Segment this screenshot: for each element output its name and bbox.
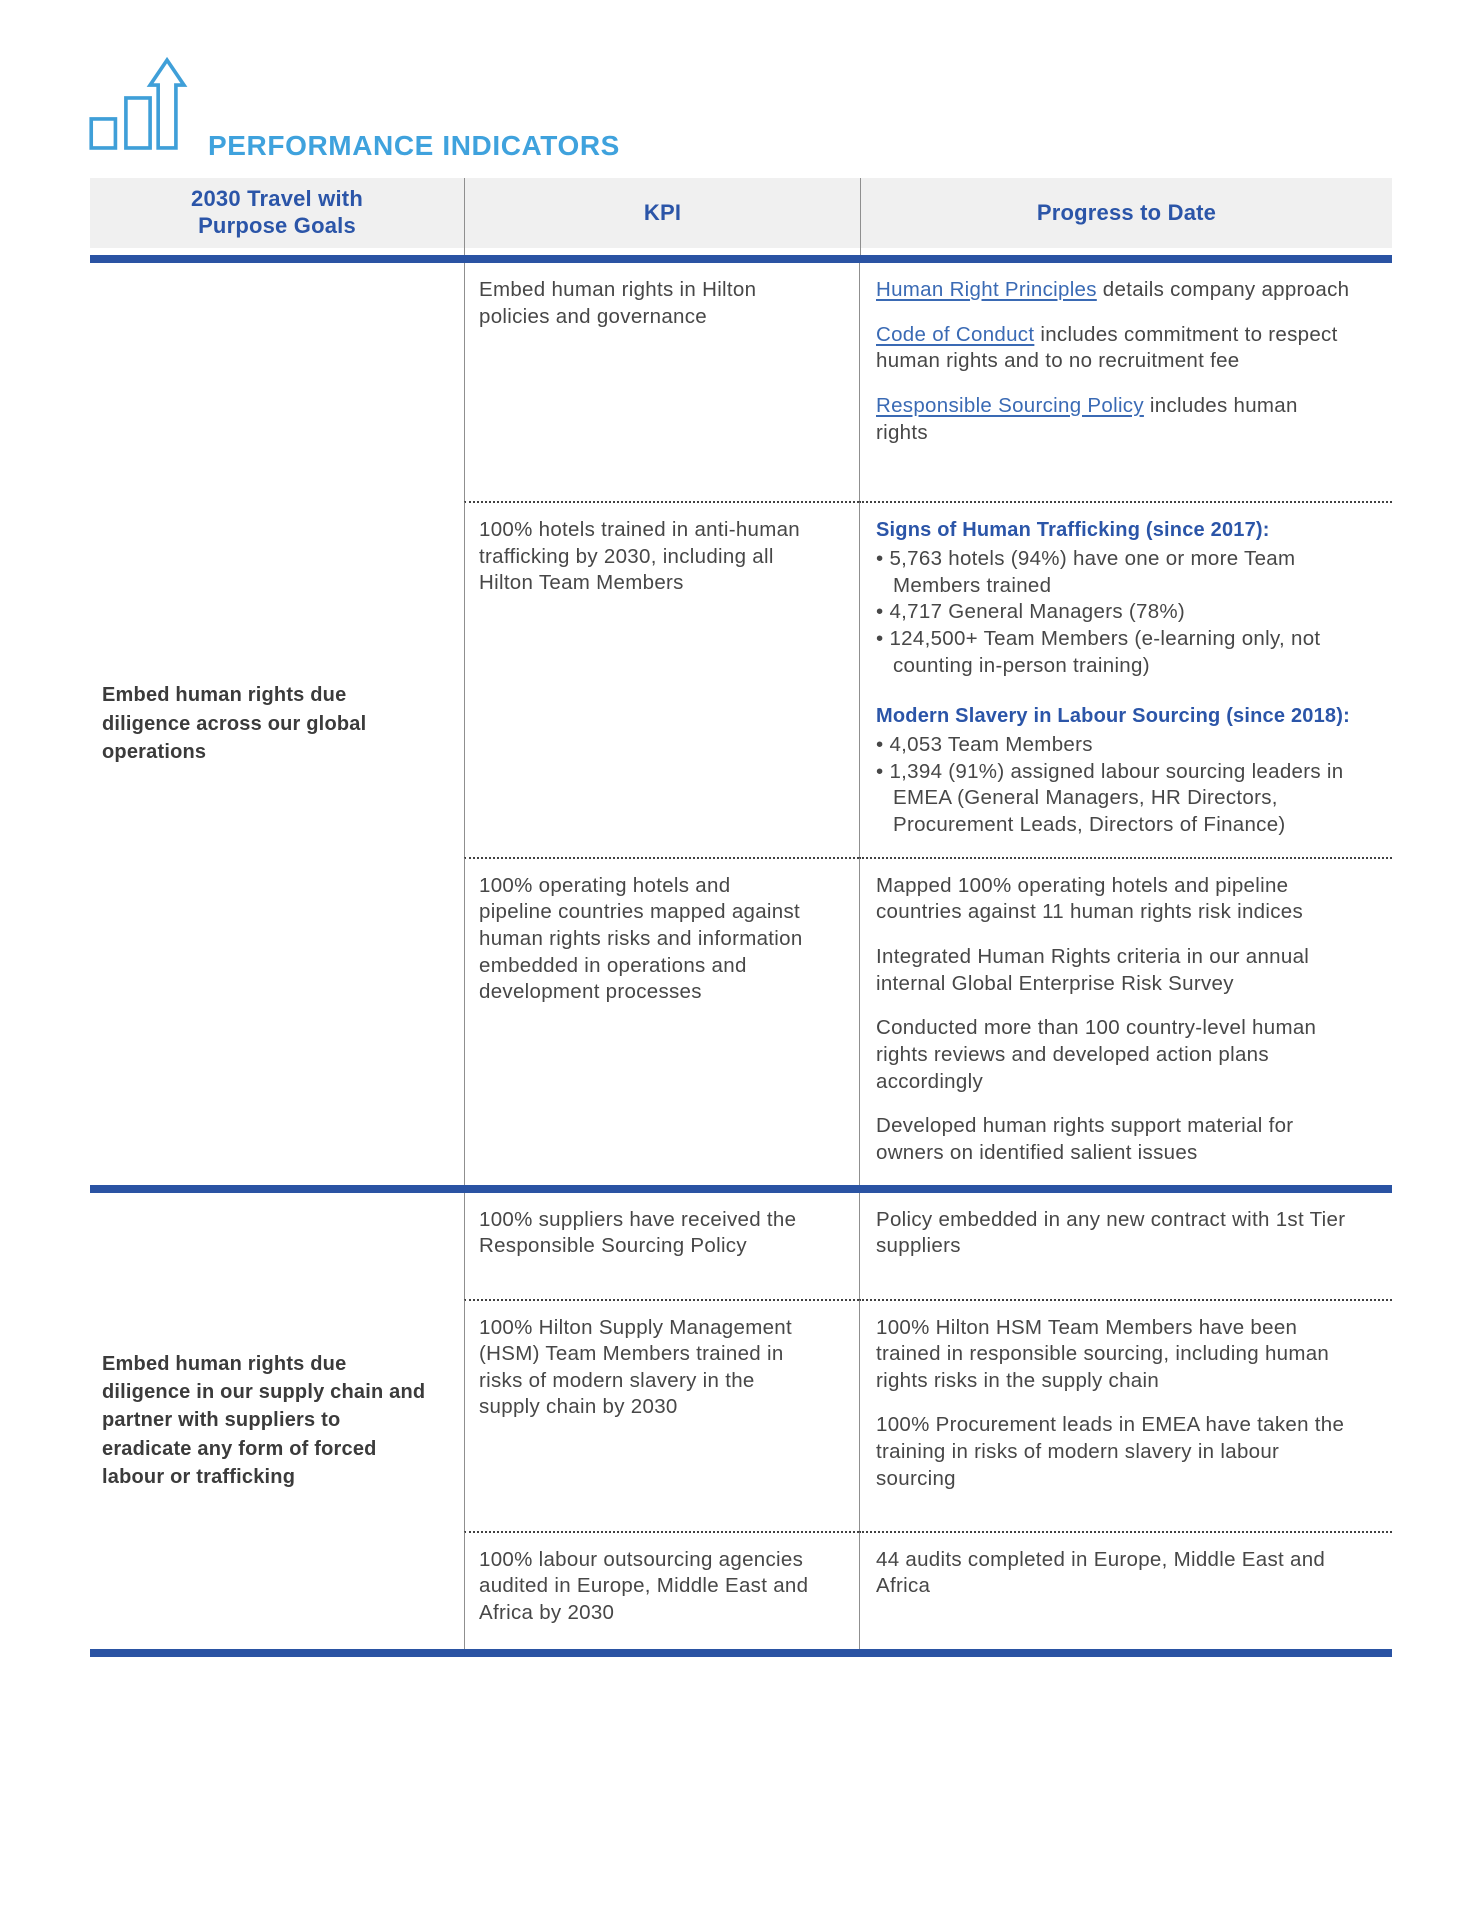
- kpi-cell: [464, 1299, 859, 1531]
- progress-cell: [859, 1531, 1392, 1649]
- kpi-text: Embed human rights in Hilton policies and governance: [479, 278, 757, 328]
- kpi-cell: [464, 501, 859, 857]
- kpi-text: 100% suppliers have received the Responsible Sourcing Policy: [479, 1207, 797, 1258]
- kpi-text: 100% labour outsourcing agencies audited in Europe, Middle East and Africa by 2030: [479, 1547, 809, 1624]
- progress-cell: [859, 1193, 1392, 1299]
- table-body: [90, 263, 1392, 1657]
- kpi-rows: [464, 1193, 1392, 1649]
- kpi-cell: [464, 263, 859, 501]
- progress-paragraph: Developed human rights support material for owners on identified salient issues: [876, 1114, 1294, 1164]
- kpi-cell: [464, 1193, 859, 1299]
- goal-group: [90, 1193, 1392, 1657]
- page-title: PERFORMANCE INDICATORS: [208, 130, 620, 161]
- table-row: [464, 501, 1392, 857]
- progress-paragraph: Human Right Principles details company approach: [876, 278, 1350, 301]
- progress-paragraph: 100% Procurement leads in EMEA have taken the training in risks of modern slavery in labour sourcing: [876, 1413, 1345, 1490]
- goal-cell: [90, 263, 464, 1185]
- progress-bullet: • 1,394 (91%) assigned labour sourcing leaders in EMEA (General Managers, HR Directors, Procurement Leads, Directors of Finance): [876, 759, 1352, 839]
- progress-bullet-list: [876, 732, 1352, 839]
- progress-cell: [859, 501, 1392, 857]
- progress-subhead: Modern Slavery in Labour Sourcing (since 2018):: [876, 705, 1350, 728]
- progress-bullet: • 5,763 hotels (94%) have one or more Team Members trained: [876, 546, 1352, 599]
- col-header-progress: Progress to Date: [860, 178, 1392, 248]
- kpi-cell: [464, 857, 859, 1185]
- table-row: [464, 263, 1392, 501]
- goal-group: [90, 263, 1392, 1193]
- progress-cell: [859, 263, 1392, 501]
- performance-table: [90, 178, 1392, 1657]
- page-header: [88, 42, 1392, 166]
- col-header-goals: 2030 Travel with Purpose Goals: [191, 186, 363, 238]
- progress-bullet: • 4,053 Team Members: [876, 732, 1352, 759]
- table-row: [464, 1193, 1392, 1299]
- kpi-rows: [464, 263, 1392, 1185]
- progress-paragraph: Code of Conduct includes commitment to respect human rights and to no recruitment fee: [876, 322, 1338, 373]
- progress-paragraph: 44 audits completed in Europe, Middle East and Africa: [876, 1547, 1326, 1598]
- progress-paragraph: Policy embedded in any new contract with 1st Tier suppliers: [876, 1207, 1346, 1258]
- kpi-text: 100% Hilton Supply Management (HSM) Team Members trained in risks of modern slavery in the supply chain by 2030: [479, 1315, 792, 1419]
- progress-cell: [859, 857, 1392, 1185]
- progress-paragraph: Responsible Sourcing Policy includes human rights: [876, 393, 1298, 444]
- goal-text: Embed human rights due diligence across our global operations: [102, 684, 367, 763]
- kpi-text: 100% hotels trained in anti-human trafficking by 2030, including all Hilton Team Members: [479, 518, 801, 595]
- progress-bullet: • 124,500+ Team Members (e-learning only, not counting in-person training): [876, 626, 1352, 679]
- progress-paragraph: Conducted more than 100 country-level human rights reviews and developed action plans accordingly: [876, 1016, 1317, 1093]
- human-right-principles-link[interactable]: Human Right Principles: [876, 278, 1097, 301]
- table-row: [464, 1299, 1392, 1531]
- header-rule: [90, 255, 1392, 263]
- goal-text: Embed human rights due diligence in our supply chain and partner with suppliers to eradicate any form of forced labour or trafficking: [102, 1352, 426, 1489]
- code-of-conduct-link[interactable]: Code of Conduct: [876, 322, 1035, 346]
- responsible-sourcing-policy-link[interactable]: Responsible Sourcing Policy: [876, 393, 1144, 417]
- kpi-text: 100% operating hotels and pipeline countries mapped against human rights risks and information embedded in operations and development processes: [479, 873, 803, 1004]
- table-header-row: [90, 178, 1392, 248]
- header-gap: [90, 248, 1392, 255]
- goal-cell: [90, 1193, 464, 1649]
- col-header-kpi: KPI: [464, 178, 860, 248]
- progress-subhead: Signs of Human Trafficking (since 2017):: [876, 519, 1270, 541]
- progress-cell: [859, 1299, 1392, 1531]
- progress-paragraph: Integrated Human Rights criteria in our annual internal Global Enterprise Risk Survey: [876, 945, 1310, 995]
- progress-paragraph: 100% Hilton HSM Team Members have been trained in responsible sourcing, including human rights risks in the supply chain: [876, 1315, 1330, 1392]
- progress-paragraph: Mapped 100% operating hotels and pipeline countries against 11 human rights risk indices: [876, 873, 1304, 924]
- table-row: [464, 857, 1392, 1185]
- progress-bullet: • 4,717 General Managers (78%): [876, 599, 1352, 626]
- bar-chart-growth-icon: [88, 43, 188, 166]
- kpi-cell: [464, 1531, 859, 1649]
- table-row: [464, 1531, 1392, 1649]
- progress-bullet-list: [876, 546, 1352, 679]
